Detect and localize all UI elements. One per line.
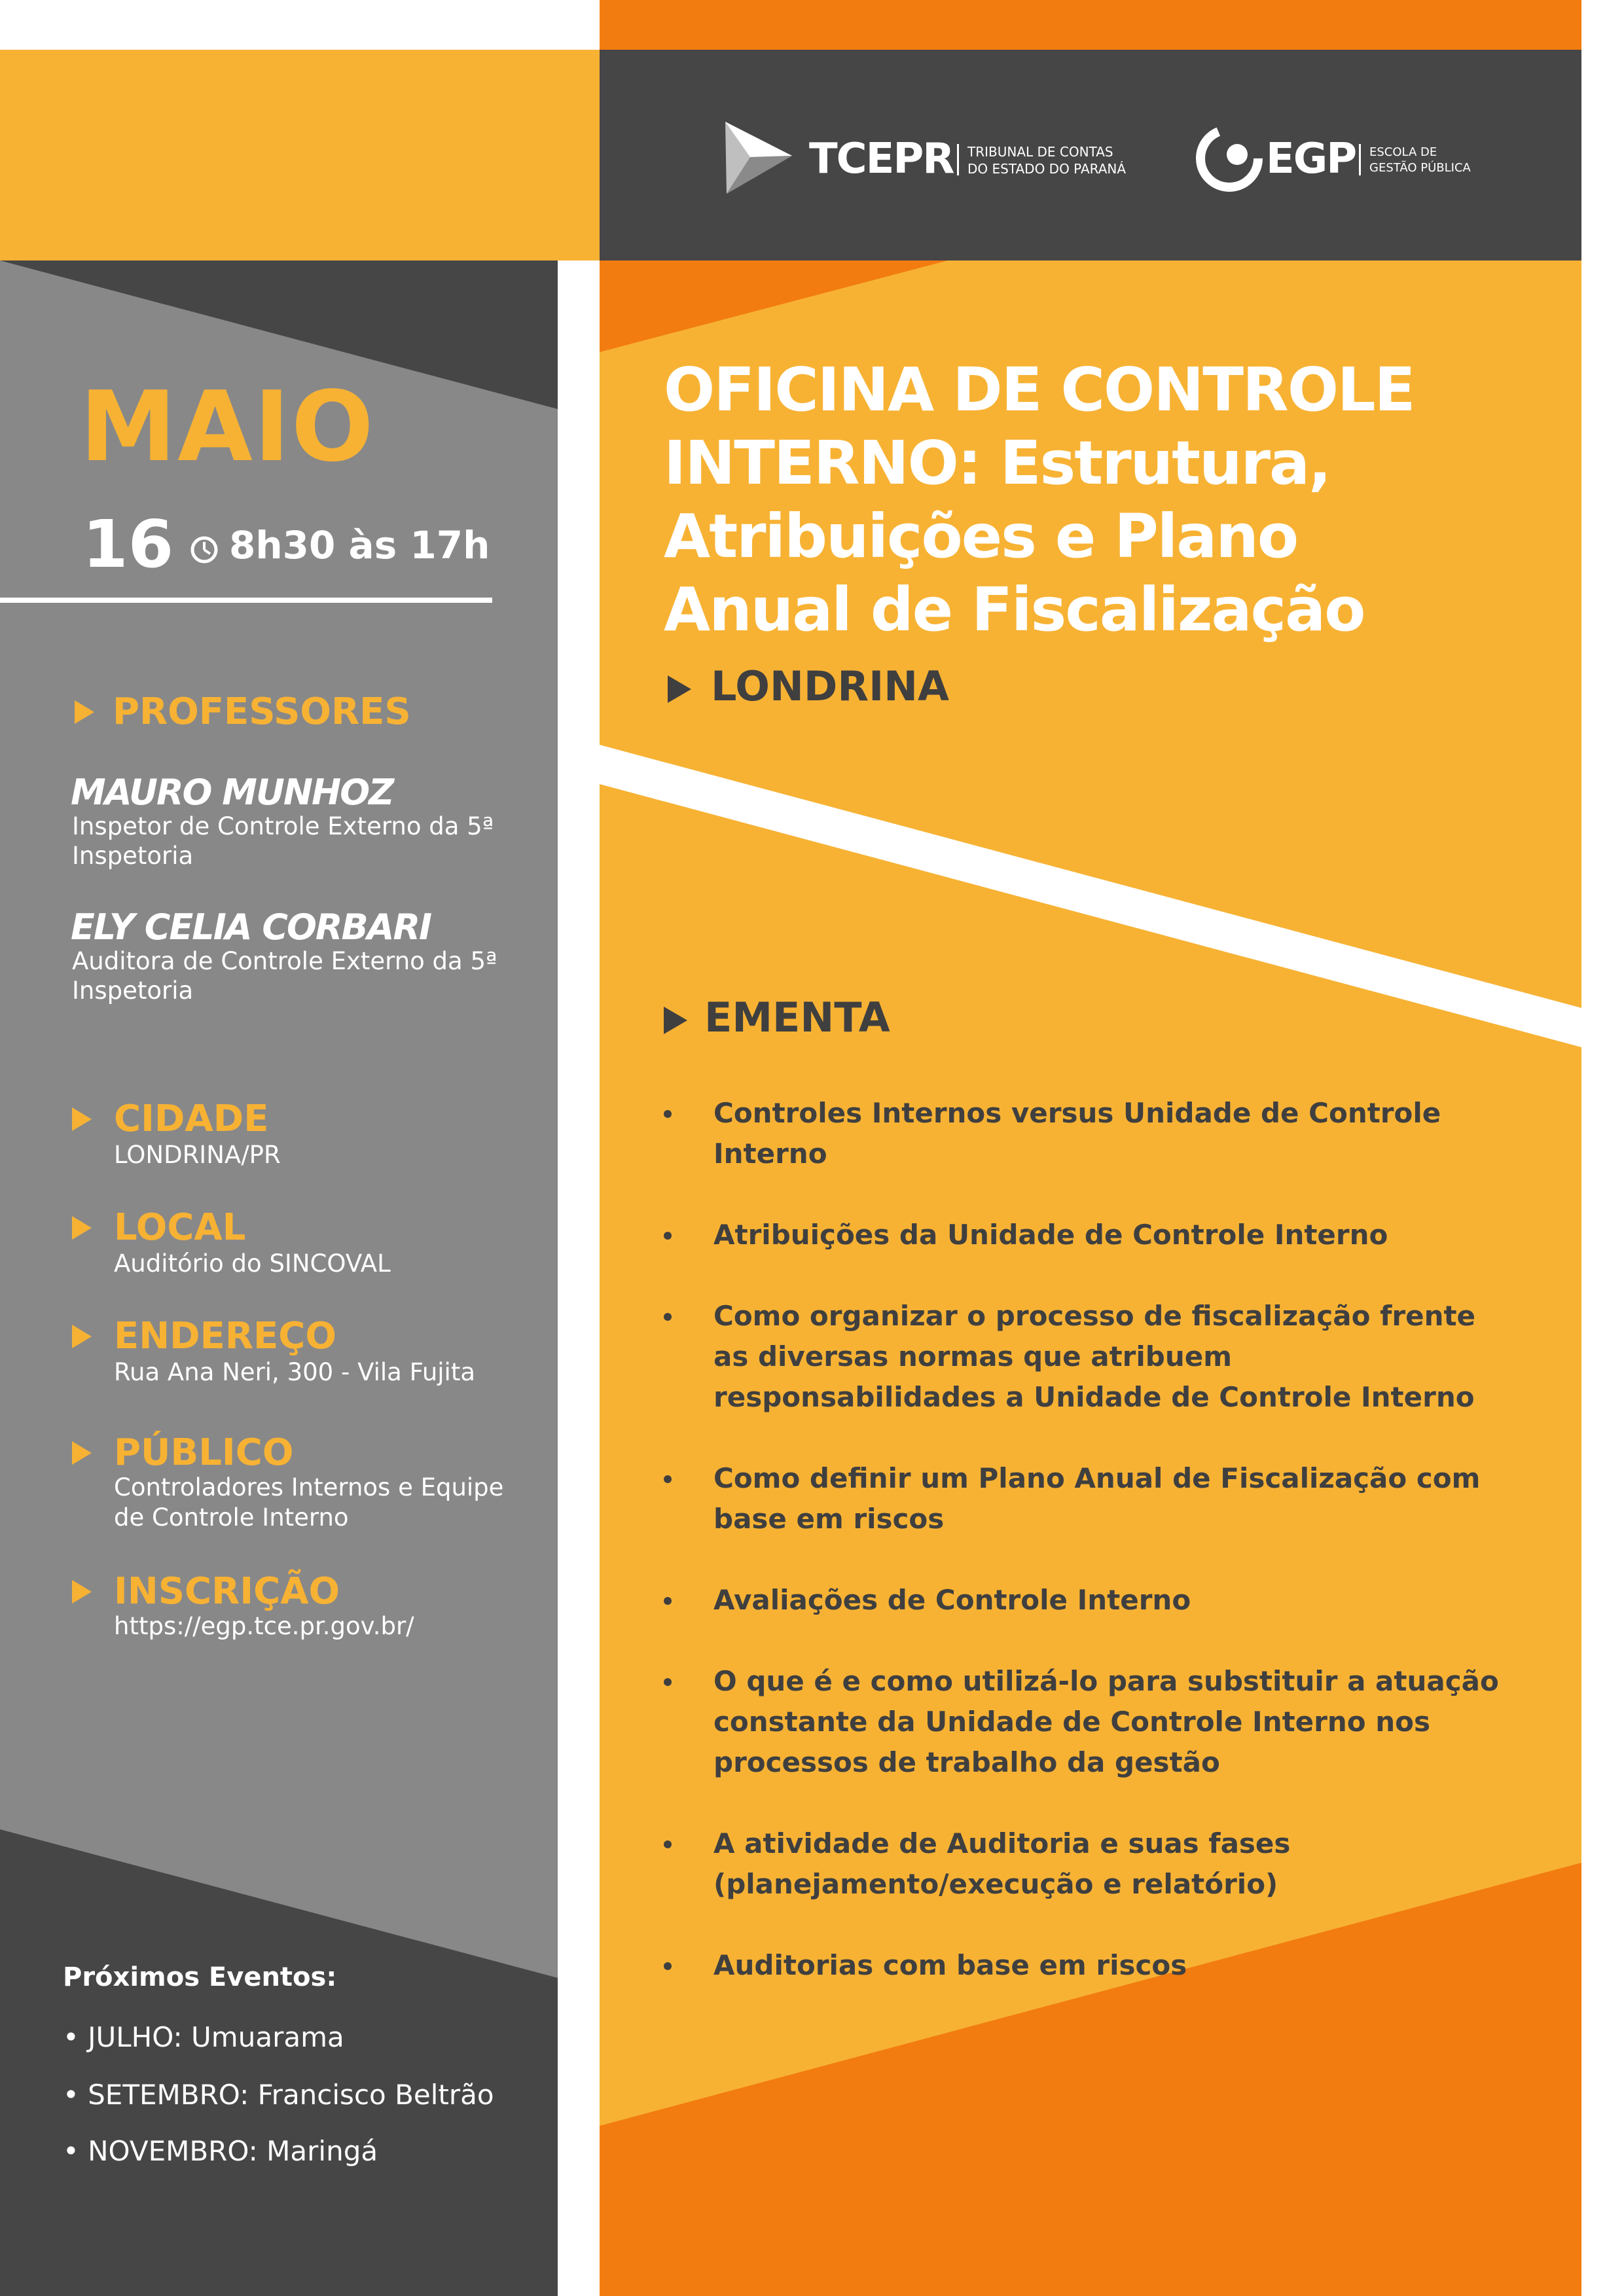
event-title: OFICINA DE CONTROLE INTERNO: Estrutura, Atribuições e Plano Anual de Fiscalização: [664, 355, 1415, 645]
next-events-title: Próximos Eventos:: [63, 1962, 337, 1992]
professor-1-role: Inspetor de Controle Externo da 5ª Inspetoria: [72, 812, 494, 870]
local-heading: LOCAL: [114, 1206, 246, 1249]
city-value: LONDRINA/PR: [114, 1141, 281, 1169]
address-value: Rua Ana Neri, 300 - Vila Fujita: [114, 1358, 476, 1386]
bullet-icon: [664, 1110, 672, 1118]
ementa-heading: EMENTA: [704, 994, 890, 1041]
local-value: Auditório do SINCOVAL: [114, 1249, 391, 1278]
event-city: LONDRINA: [711, 662, 950, 710]
next-event-item: • SETEMBRO: Francisco Beltrão: [63, 2079, 494, 2111]
professors-arrow-icon: [75, 700, 94, 724]
tce-logo: TCEPR: [809, 135, 954, 183]
city-heading: CIDADE: [114, 1098, 269, 1140]
city-arrow-icon: [668, 675, 691, 703]
bullet-icon: [664, 1475, 672, 1483]
local-arrow-icon: [72, 1216, 92, 1240]
audience-value: Controladores Internos e Equipe de Controle Interno: [114, 1473, 504, 1532]
list-item: Auditorias com base em riscos: [664, 1945, 1515, 1986]
bullet-icon: [664, 1313, 672, 1321]
bullet-icon: [664, 1678, 672, 1686]
list-item: Como organizar o processo de fiscalização frente as diversas normas que atribuem responsabilidades a Unidade de Controle Interno: [664, 1296, 1515, 1418]
audience-arrow-icon: [72, 1441, 92, 1465]
registration-link[interactable]: https://egp.tce.pr.gov.br/: [114, 1612, 414, 1640]
professors-heading: PROFESSORES: [113, 691, 411, 733]
egp-logo: EGP: [1266, 135, 1356, 183]
registration-arrow-icon: [72, 1580, 92, 1604]
event-time: 8h30 às 17h: [229, 523, 490, 567]
city-arrow-icon: [72, 1107, 92, 1131]
bullet-icon: [664, 1597, 672, 1605]
address-heading: ENDEREÇO: [114, 1315, 336, 1357]
audience-heading: PÚBLICO: [114, 1431, 294, 1474]
professor-2-role: Auditora de Controle Externo da 5ª Inspetoria: [72, 947, 497, 1005]
clock-icon: [190, 535, 219, 564]
bullet-icon: [664, 1840, 672, 1848]
list-item: A atividade de Auditoria e suas fases (planejamento/execução e relatório): [664, 1823, 1515, 1905]
ementa-list: [664, 1093, 1515, 2026]
registration-heading: INSCRIÇÃO: [114, 1570, 340, 1613]
professor-1-name: MAURO MUNHOZ: [71, 772, 393, 813]
next-event-item: • NOVEMBRO: Maringá: [63, 2135, 378, 2167]
event-month: MAIO: [80, 370, 375, 483]
list-item: Atribuições da Unidade de Controle Interno: [664, 1215, 1515, 1255]
bullet-icon: [664, 1232, 672, 1240]
tce-subtitle-2: DO ESTADO DO PARANÁ: [967, 161, 1127, 177]
next-event-item: • JULHO: Umuarama: [63, 2021, 344, 2053]
list-item: Como definir um Plano Anual de Fiscalização com base em riscos: [664, 1458, 1515, 1539]
list-item: Controles Internos versus Unidade de Controle Interno: [664, 1093, 1515, 1174]
bullet-icon: [664, 1962, 672, 1970]
egp-subtitle-1: ESCOLA DE: [1369, 145, 1437, 159]
professor-2-name: ELY CELIA CORBARI: [71, 906, 431, 948]
egp-subtitle-2: GESTÃO PÚBLICA: [1369, 161, 1471, 175]
event-day: 16: [82, 506, 174, 583]
ementa-arrow-icon: [664, 1007, 687, 1034]
list-item: O que é e como utilizá-lo para substituir a atuação constante da Unidade de Controle Interno nos processos de trabalho da gestão: [664, 1661, 1515, 1783]
address-arrow-icon: [72, 1325, 92, 1348]
list-item: Avaliações de Controle Interno: [664, 1580, 1515, 1621]
tce-subtitle-1: TRIBUNAL DE CONTAS: [967, 144, 1113, 160]
